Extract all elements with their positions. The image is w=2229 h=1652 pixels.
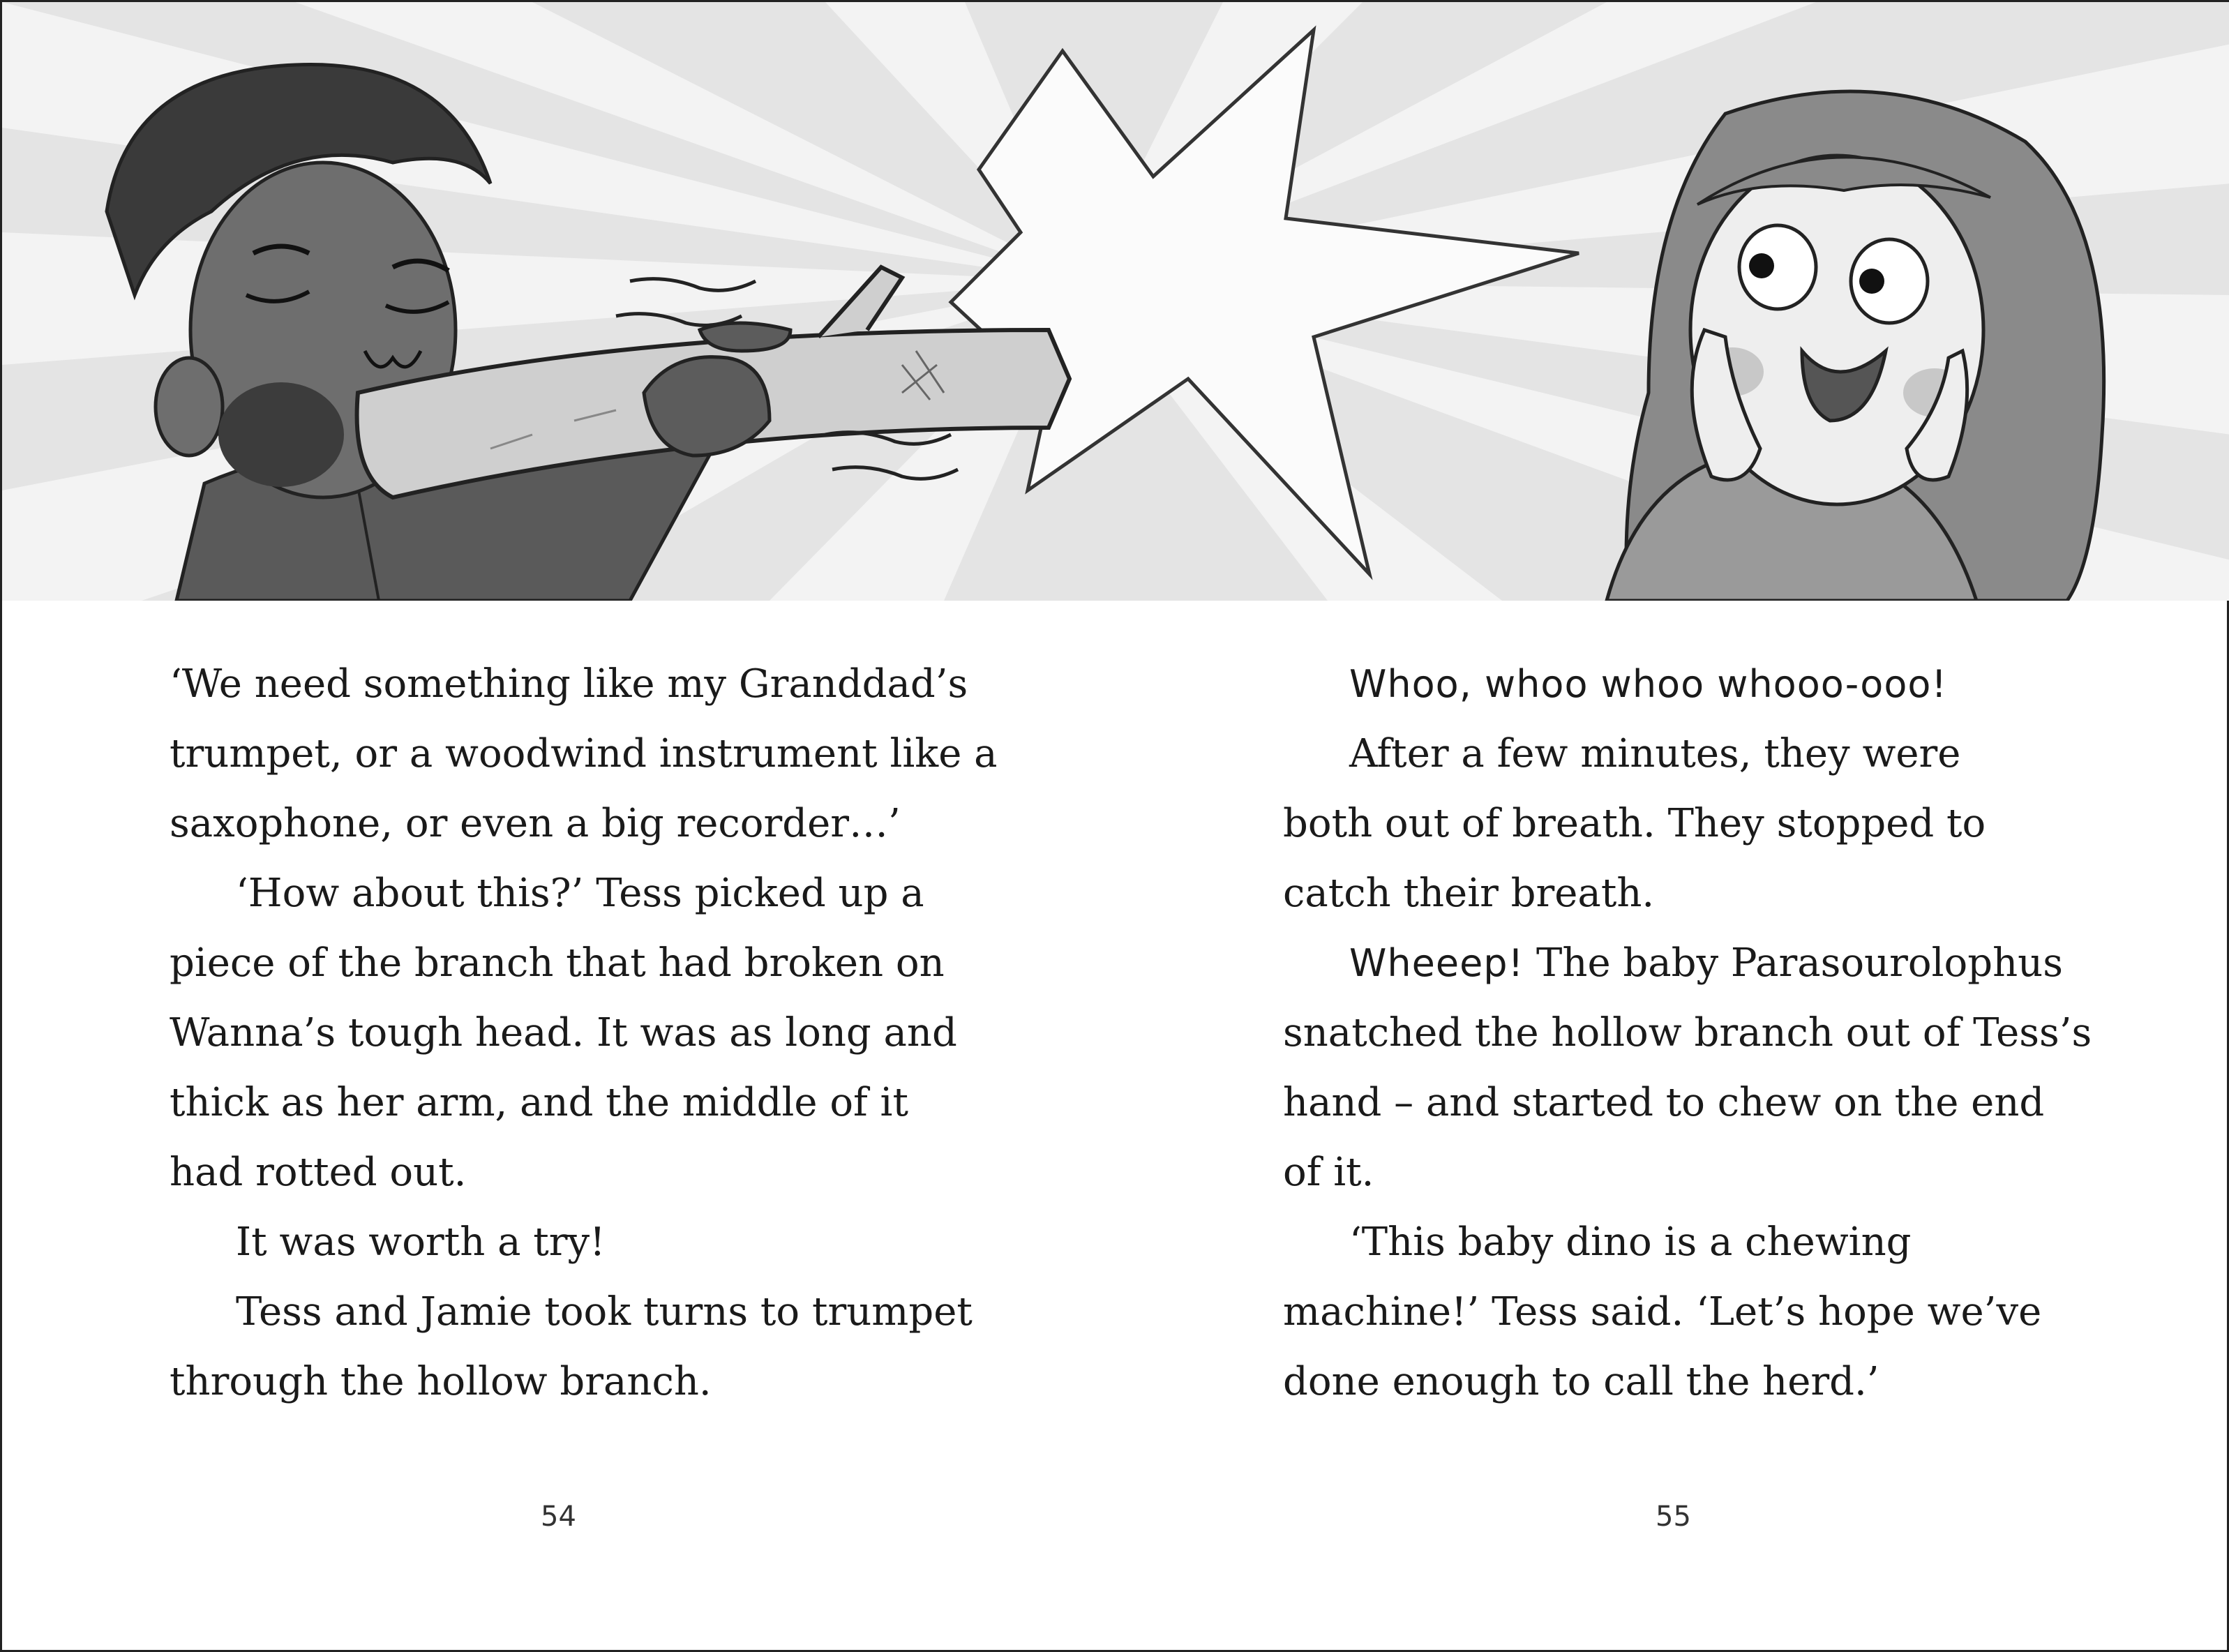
sound-effect-wheeep: Wheeep! bbox=[1349, 941, 1524, 985]
text-line: done enough to call the herd.’ bbox=[1283, 1359, 1879, 1404]
text-line: both out of breath. They stopped to bbox=[1283, 801, 1986, 846]
text-line: hand – and started to chew on the end bbox=[1283, 1080, 2045, 1125]
right-page-text bbox=[1283, 649, 2092, 1417]
text-line: ‘We need something like my Granddad’s bbox=[170, 661, 968, 707]
text-line: trumpet, or a woodwind instrument like a bbox=[170, 731, 998, 776]
text-line: snatched the hollow branch out of Tess’s bbox=[1283, 1010, 2092, 1056]
text-line: Tess and Jamie took turns to trumpet bbox=[236, 1289, 973, 1335]
text-line: piece of the branch that had broken on bbox=[170, 940, 945, 986]
left-page-text bbox=[170, 649, 998, 1417]
illustration-banner bbox=[2, 2, 2229, 601]
text-line: machine!’ Tess said. ‘Let’s hope we’ve bbox=[1283, 1289, 2042, 1335]
text-line: It was worth a try! bbox=[236, 1219, 606, 1265]
text-line: ‘This baby dino is a chewing bbox=[1349, 1219, 1912, 1265]
text-line: had rotted out. bbox=[170, 1150, 467, 1195]
text-line: catch their breath. bbox=[1283, 871, 1655, 916]
text-line: through the hollow branch. bbox=[170, 1359, 712, 1404]
text-fragment: The baby Parasourolophus bbox=[1524, 940, 2063, 986]
text-line: thick as her arm, and the middle of it bbox=[170, 1080, 908, 1125]
sound-effect: Whoo, whoo whoo whooo-ooo! bbox=[1349, 662, 1948, 706]
text-line: After a few minutes, they were bbox=[1349, 731, 1961, 776]
text-line: saxophone, or even a big recorder…’ bbox=[170, 801, 901, 846]
text-line: of it. bbox=[1283, 1150, 1374, 1195]
text-line: Wanna’s tough head. It was as long and bbox=[170, 1010, 957, 1056]
text-line: ‘How about this?’ Tess picked up a bbox=[236, 871, 924, 916]
page-number-left: 54 bbox=[541, 1501, 576, 1533]
page-number-right: 55 bbox=[1656, 1501, 1691, 1533]
text-line-wheeep bbox=[1283, 929, 2092, 998]
